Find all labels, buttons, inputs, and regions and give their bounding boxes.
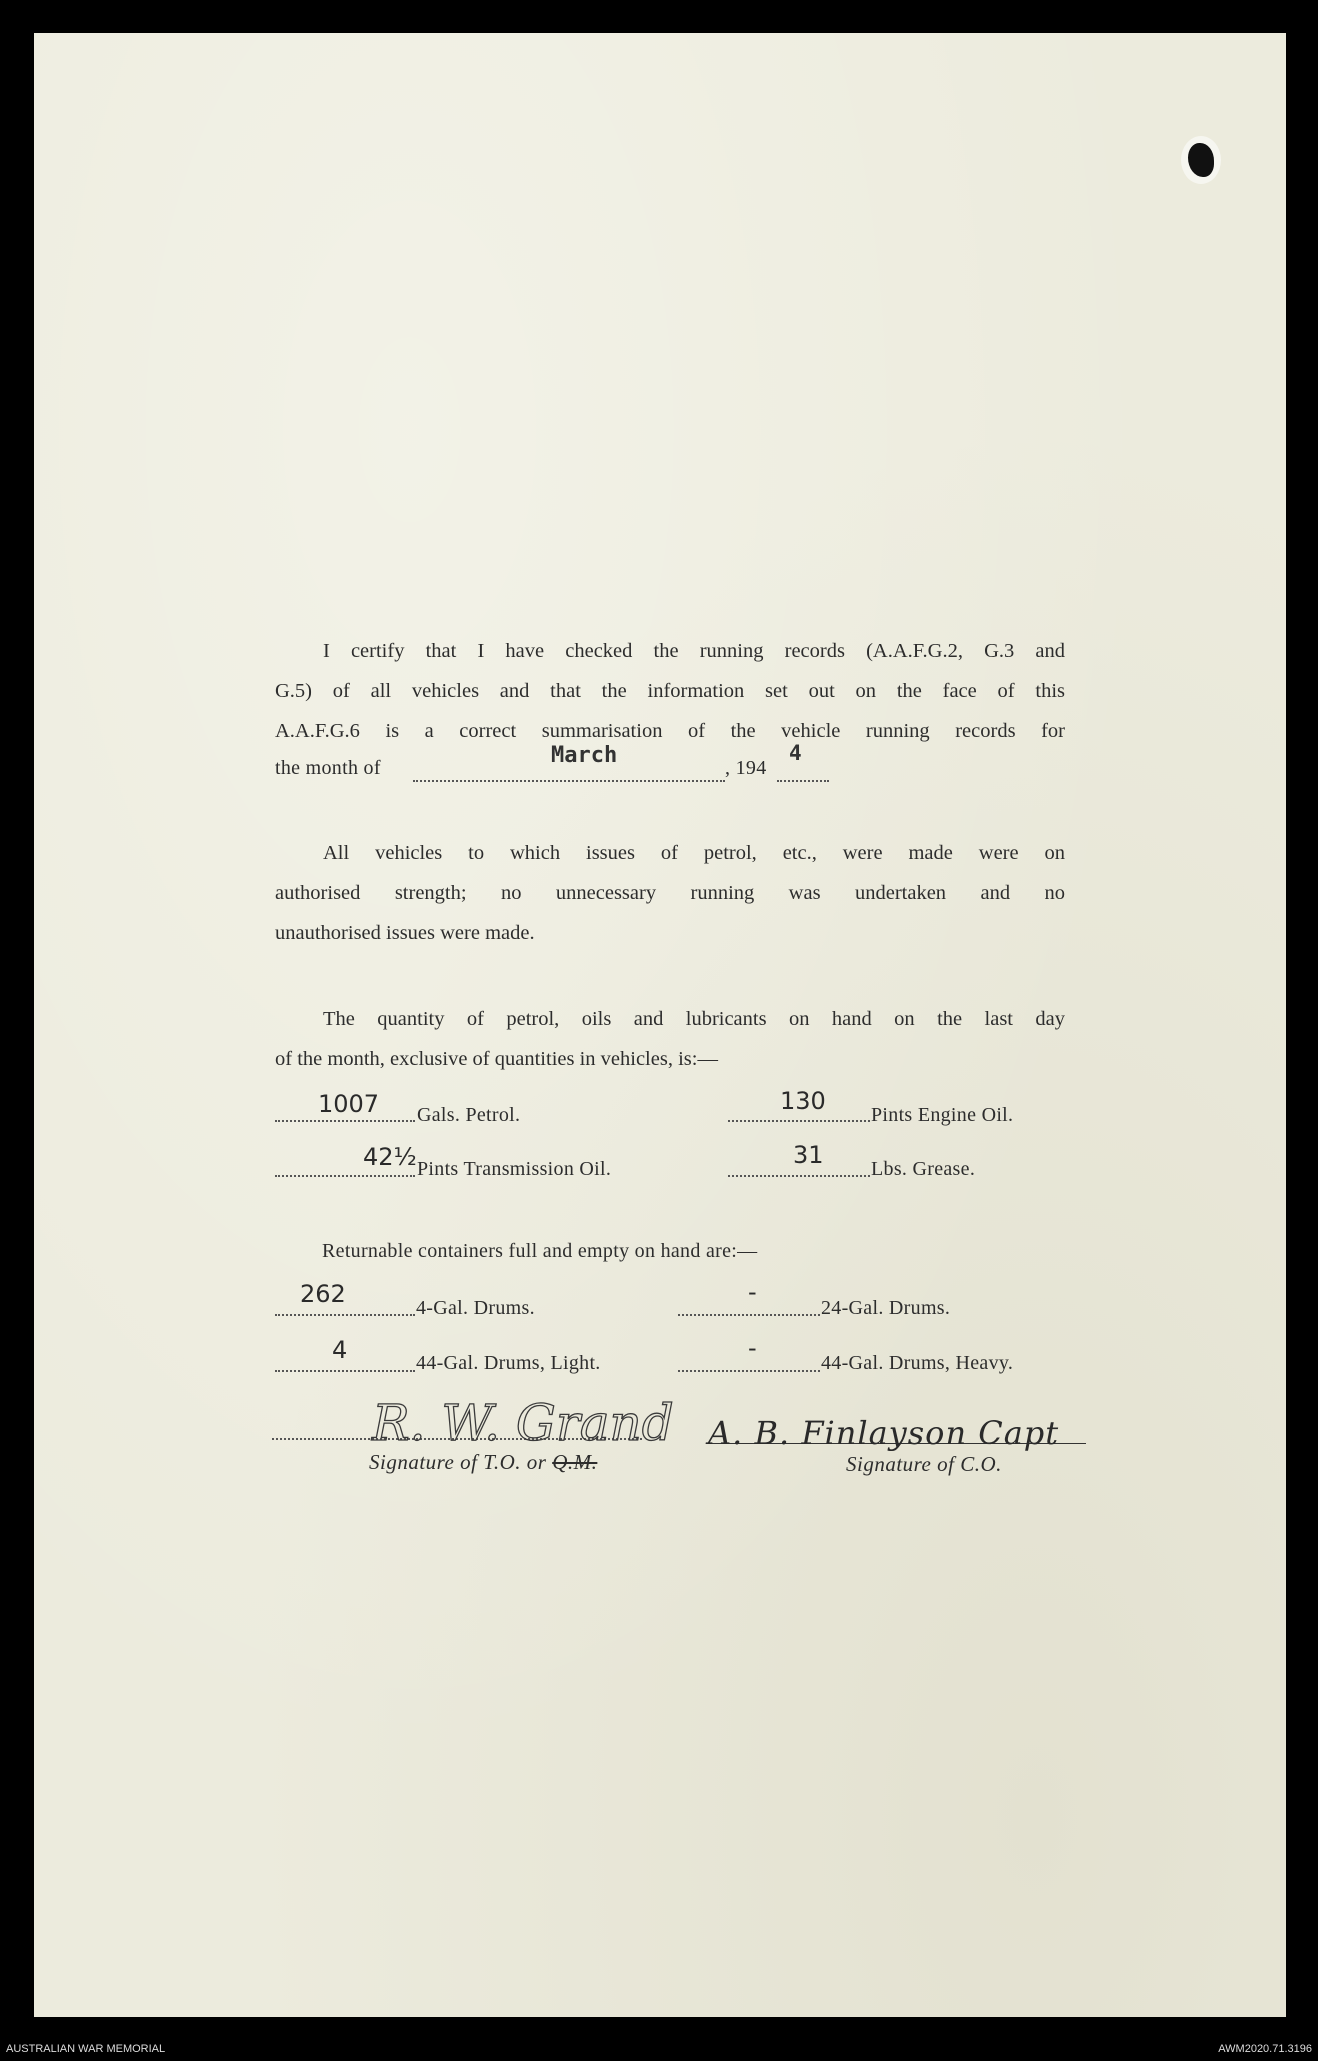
to-caption-struck: Q.M. xyxy=(552,1450,598,1474)
drums-24gal-label: 24-Gal. Drums. xyxy=(821,1297,951,1319)
engine-oil-blank xyxy=(728,1120,870,1122)
drums-44gal-heavy-value: - xyxy=(748,1334,757,1362)
quantities-line-1: The quantity of petrol, oils and lubricants on hand on the last day xyxy=(323,1008,1065,1030)
drums-44gal-heavy-blank xyxy=(678,1370,820,1372)
grease-blank xyxy=(728,1175,870,1177)
year-prefix: , 194 xyxy=(725,757,767,779)
footer-right: AWM2020.71.3196 xyxy=(1218,2043,1312,2055)
authorisation-paragraph xyxy=(275,833,1065,953)
month-value: March xyxy=(551,743,618,768)
transmission-oil-label: Pints Transmission Oil. xyxy=(417,1158,612,1180)
petrol-blank xyxy=(275,1120,415,1122)
drums-4gal-label: 4-Gal. Drums. xyxy=(416,1297,535,1319)
co-signature-mark xyxy=(708,1408,1098,1458)
year-value: 4 xyxy=(789,741,802,765)
certification-line-1: I certify that I have checked the running records (A.A.F.G.2, G.3 and xyxy=(323,640,1065,662)
co-signature-caption: Signature of C.O. xyxy=(846,1452,1002,1476)
quantities-paragraph xyxy=(275,999,1065,1079)
grease-value: 31 xyxy=(793,1141,824,1169)
month-prefix: the month of xyxy=(275,757,381,779)
certification-line-2: G.5) of all vehicles and that the information set out on the face of this xyxy=(275,680,1065,702)
month-blank xyxy=(413,780,725,782)
authorisation-line-1: All vehicles to which issues of petrol, etc., were made were on xyxy=(323,842,1065,864)
footer-left: AUSTRALIAN WAR MEMORIAL xyxy=(6,2043,166,2055)
year-blank xyxy=(777,780,829,782)
drums-4gal-blank xyxy=(275,1314,415,1316)
certification-line-3: A.A.F.G.6 is a correct summarisation of the vehicle running records for xyxy=(275,720,1065,742)
to-caption-main: Signature of T.O. or xyxy=(369,1450,547,1474)
drums-24gal-value: - xyxy=(748,1278,757,1306)
authorisation-line-3: unauthorised issues were made. xyxy=(275,922,535,944)
engine-oil-value: 130 xyxy=(780,1087,826,1115)
quantities-line-2: of the month, exclusive of quantities in vehicles, is:— xyxy=(275,1048,718,1070)
drums-44gal-light-value: 4 xyxy=(332,1336,348,1364)
drums-44gal-light-label: 44-Gal. Drums, Light. xyxy=(416,1352,601,1374)
svg-text:R. W. Grand: R. W. Grand xyxy=(372,1394,674,1452)
petrol-value: 1007 xyxy=(318,1090,380,1118)
authorisation-line-2: authorised strength; no unnecessary running was undertaken and no xyxy=(275,882,1065,904)
grease-label: Lbs. Grease. xyxy=(871,1158,976,1180)
petrol-label: Gals. Petrol. xyxy=(417,1104,521,1126)
certification-paragraph xyxy=(275,631,1065,751)
co-signature xyxy=(708,1408,1098,1458)
drums-4gal-value: 262 xyxy=(300,1280,346,1308)
transmission-oil-blank xyxy=(275,1175,415,1177)
show-through-text xyxy=(464,51,471,74)
drums-44gal-heavy-label: 44-Gal. Drums, Heavy. xyxy=(821,1352,1014,1374)
containers-intro: Returnable containers full and empty on hand are:— xyxy=(322,1240,758,1262)
transmission-oil-value: 42½ xyxy=(363,1143,417,1171)
drums-44gal-light-blank xyxy=(275,1370,415,1372)
svg-text:A. B. Finlayson Capt: A. B. Finlayson Capt xyxy=(708,1414,1060,1452)
engine-oil-label: Pints Engine Oil. xyxy=(871,1104,1014,1126)
drums-24gal-blank xyxy=(678,1314,820,1316)
punch-hole xyxy=(1188,143,1214,177)
to-signature-caption xyxy=(369,1450,597,1475)
